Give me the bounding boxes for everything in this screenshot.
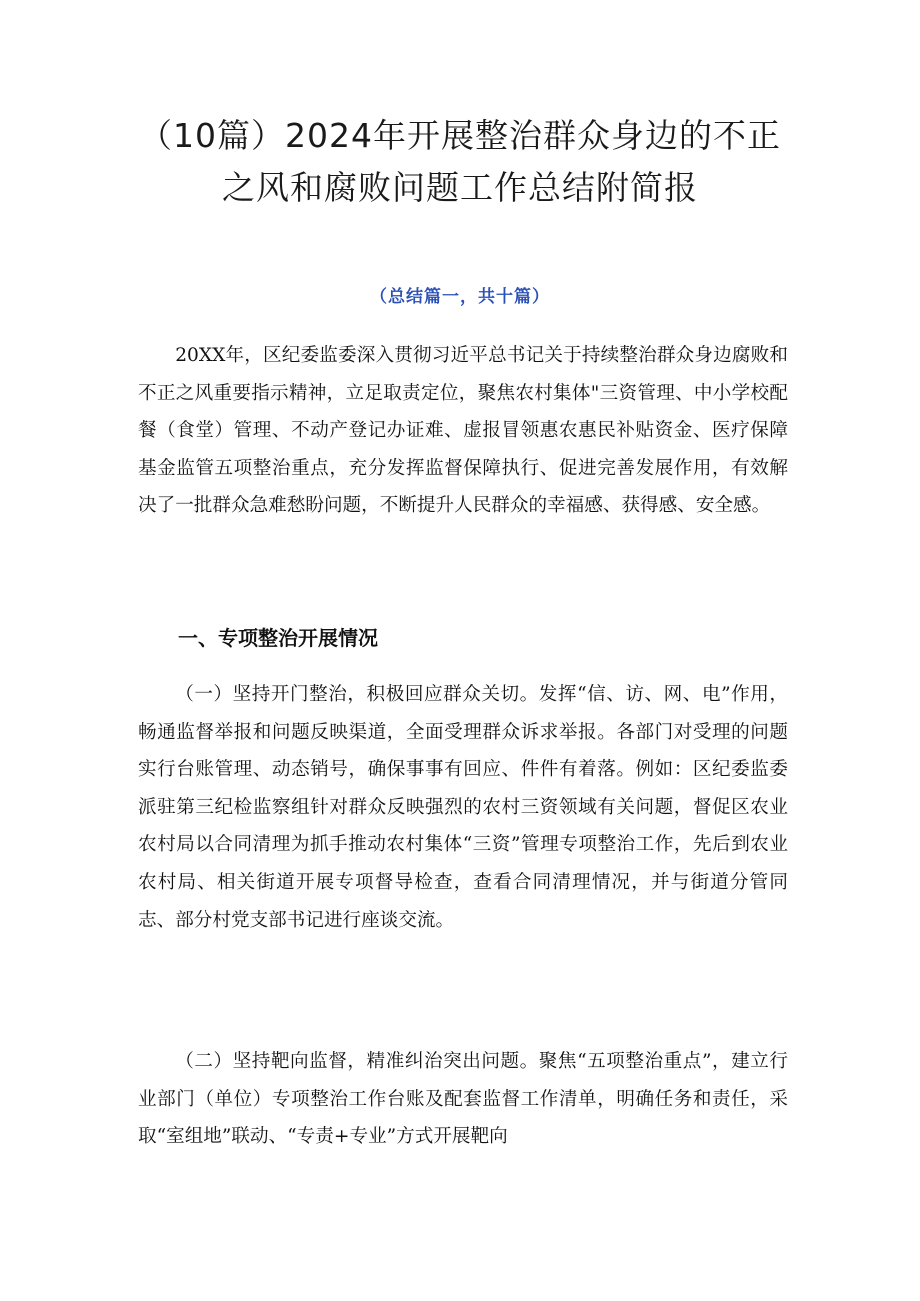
document-subtitle: （总结篇一，共十篇） xyxy=(370,287,550,307)
body-paragraph-1: （一）坚持开门整治，积极回应群众关切。发挥“信、访、网、电”作用，畅通监督举报和问题反映渠道，全面受理群众诉求举报。各部门对受理的问题实行台账管理、动态销号，确保事事有回应、件件有着落。例如：区纪委监委派驻第三纪检监察组针对群众反映强烈的农村三资领域有关问题，督促区农业农村局以合同清理为抓手推动农村集体“三资”管理专项整治工作，先后到农业农村局、相关街道开展专项督导检查，查看合同清理情况，并与街道分管同志、部分村党支部书记进行座谈交流。 xyxy=(138,684,788,931)
document-title xyxy=(90,110,830,214)
section-heading: 一、专项整治开展情况 xyxy=(178,626,378,650)
body-paragraph-2: （二）坚持靶向监督，精准纠治突出问题。聚焦“五项整治重点”，建立行业部门（单位）专项整治工作台账及配套监督工作清单，明确任务和责任，采取“室组地”联动、“专责+专业”方式开展靶向 xyxy=(138,1051,788,1148)
title-line-2: 之风和腐败问题工作总结附简报 xyxy=(222,168,698,207)
title-line-1: （10篇）2024年开展整治群众身边的不正 xyxy=(139,116,781,155)
intro-paragraph: 20XX年，区纪委监委深入贯彻习近平总书记关于持续整治群众身边腐败和不正之风重要指示精神，立足取责定位，聚焦农村集体"三资管理、中小学校配餐（食堂）管理、不动产登记办证难、虚报冒领惠农惠民补贴资金、医疗保障基金监管五项整治重点，充分发挥监督保障执行、促进完善发展作用，有效解决了一批群众急难愁盼问题，不断提升人民群众的幸福感、获得感、安全感。 xyxy=(138,345,788,517)
